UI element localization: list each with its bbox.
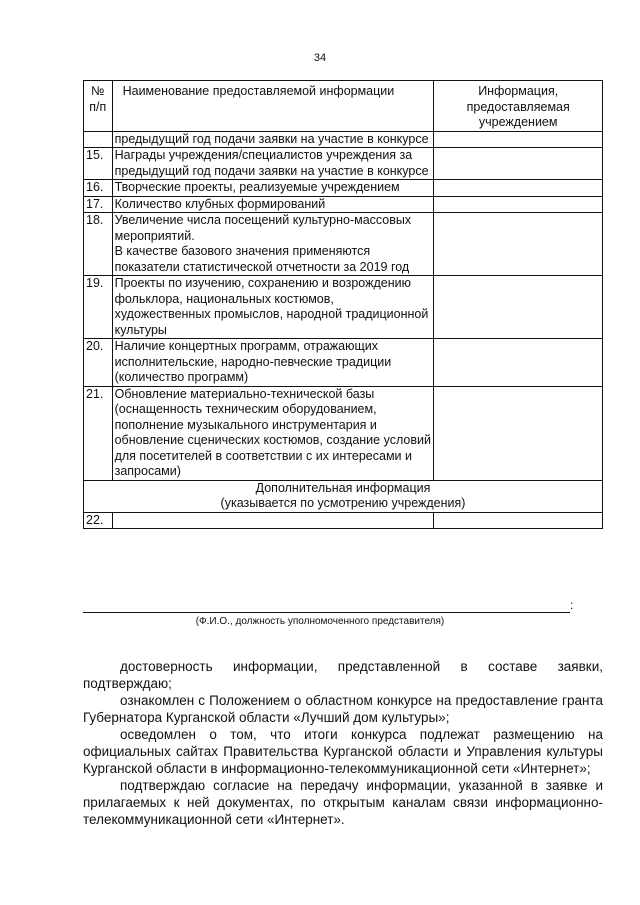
row-value: [434, 512, 603, 529]
row-num: 18.: [84, 213, 113, 276]
row-name: предыдущий год подачи заявки на участие в конкурсе: [112, 131, 434, 148]
additional-info-row: [84, 480, 603, 512]
row-num: 20.: [84, 339, 113, 387]
row-name: Награды учреждения/специалистов учреждения за предыдущий год подачи заявки на участие в конкурсе: [112, 148, 434, 180]
row-name: [112, 512, 434, 529]
signature-line: [83, 612, 570, 613]
row-num: 22.: [84, 512, 113, 529]
table-row: [84, 386, 603, 480]
row-num: 17.: [84, 196, 113, 213]
row-num: 21.: [84, 386, 113, 480]
paragraph-informed: осведомлен о том, что итоги конкурса подлежат размещению на официальных сайтах Правительства Курганской области и Управления культуры Курганской области в информационно-телекоммуникационной сети «Интернет»;: [83, 727, 603, 776]
row-name: Увеличение числа посещений культурно-массовых мероприятий.: [114, 213, 412, 243]
additional-info-note: (указывается по усмотрению учреждения): [220, 496, 466, 510]
signature-colon: :: [570, 598, 574, 612]
table-row: [84, 180, 603, 197]
table-header-row: [84, 81, 603, 132]
row-num: 16.: [84, 180, 113, 197]
header-info: Информация, предоставляемая учреждением: [434, 81, 603, 132]
paragraph-consent: подтверждаю согласие на передачу информации, указанной в заявке и прилагаемых к ней документах, по открытым каналам связи информационно-телекоммуникационной сети «Интернет».: [83, 778, 603, 827]
table-row: [84, 512, 603, 529]
row-value: [434, 196, 603, 213]
row-value: [434, 213, 603, 276]
row-value: [434, 339, 603, 387]
row-num: 15.: [84, 148, 113, 180]
table-row: [84, 131, 603, 148]
paragraph-confirm-accuracy: достоверность информации, представленной в составе заявки, подтверждаю;: [83, 659, 603, 691]
row-num: [84, 131, 113, 148]
table-row: [84, 148, 603, 180]
row-name: Наличие концертных программ, отражающих исполнительские, народно-певческие традиции (количество программ): [112, 339, 434, 387]
row-name: Творческие проекты, реализуемые учреждением: [112, 180, 434, 197]
header-name: Наименование предоставляемой информации: [112, 81, 434, 132]
table-row: [84, 196, 603, 213]
row-name: Проекты по изучению, сохранению и возрождению фольклора, национальных костюмов, художественных промыслов, народной традиционной культуры: [112, 276, 434, 339]
row-value: [434, 386, 603, 480]
row-name: Количество клубных формирований: [112, 196, 434, 213]
header-num: № п/п: [84, 81, 113, 132]
additional-info-title: Дополнительная информация: [255, 480, 431, 495]
row-value: [434, 131, 603, 148]
row-name-note: В качестве базового значения применяются показатели статистической отчетности за 2019 год: [114, 244, 410, 274]
table-row: [84, 276, 603, 339]
row-value: [434, 148, 603, 180]
row-value: [434, 276, 603, 339]
information-table: [83, 80, 603, 529]
row-name-cell: [112, 213, 434, 276]
row-name: Обновление материально-технической базы (оснащенность техническим оборудованием, пополнение музыкального инструментария и обновление сценических костюмов, создание условий для посетителей в соответствии с их интересами и запросами): [112, 386, 434, 480]
additional-info-cell: [84, 480, 603, 512]
row-num: 19.: [84, 276, 113, 339]
page-number: 34: [313, 52, 327, 64]
table-row: [84, 339, 603, 387]
row-value: [434, 180, 603, 197]
paragraph-acquainted: ознакомлен с Положением о областном конкурсе на предоставление гранта Губернатора Курганской области «Лучший дом культуры»;: [83, 693, 603, 725]
signature-caption: (Ф.И.О., должность уполномоченного представителя): [195, 616, 445, 627]
table-row: [84, 213, 603, 276]
